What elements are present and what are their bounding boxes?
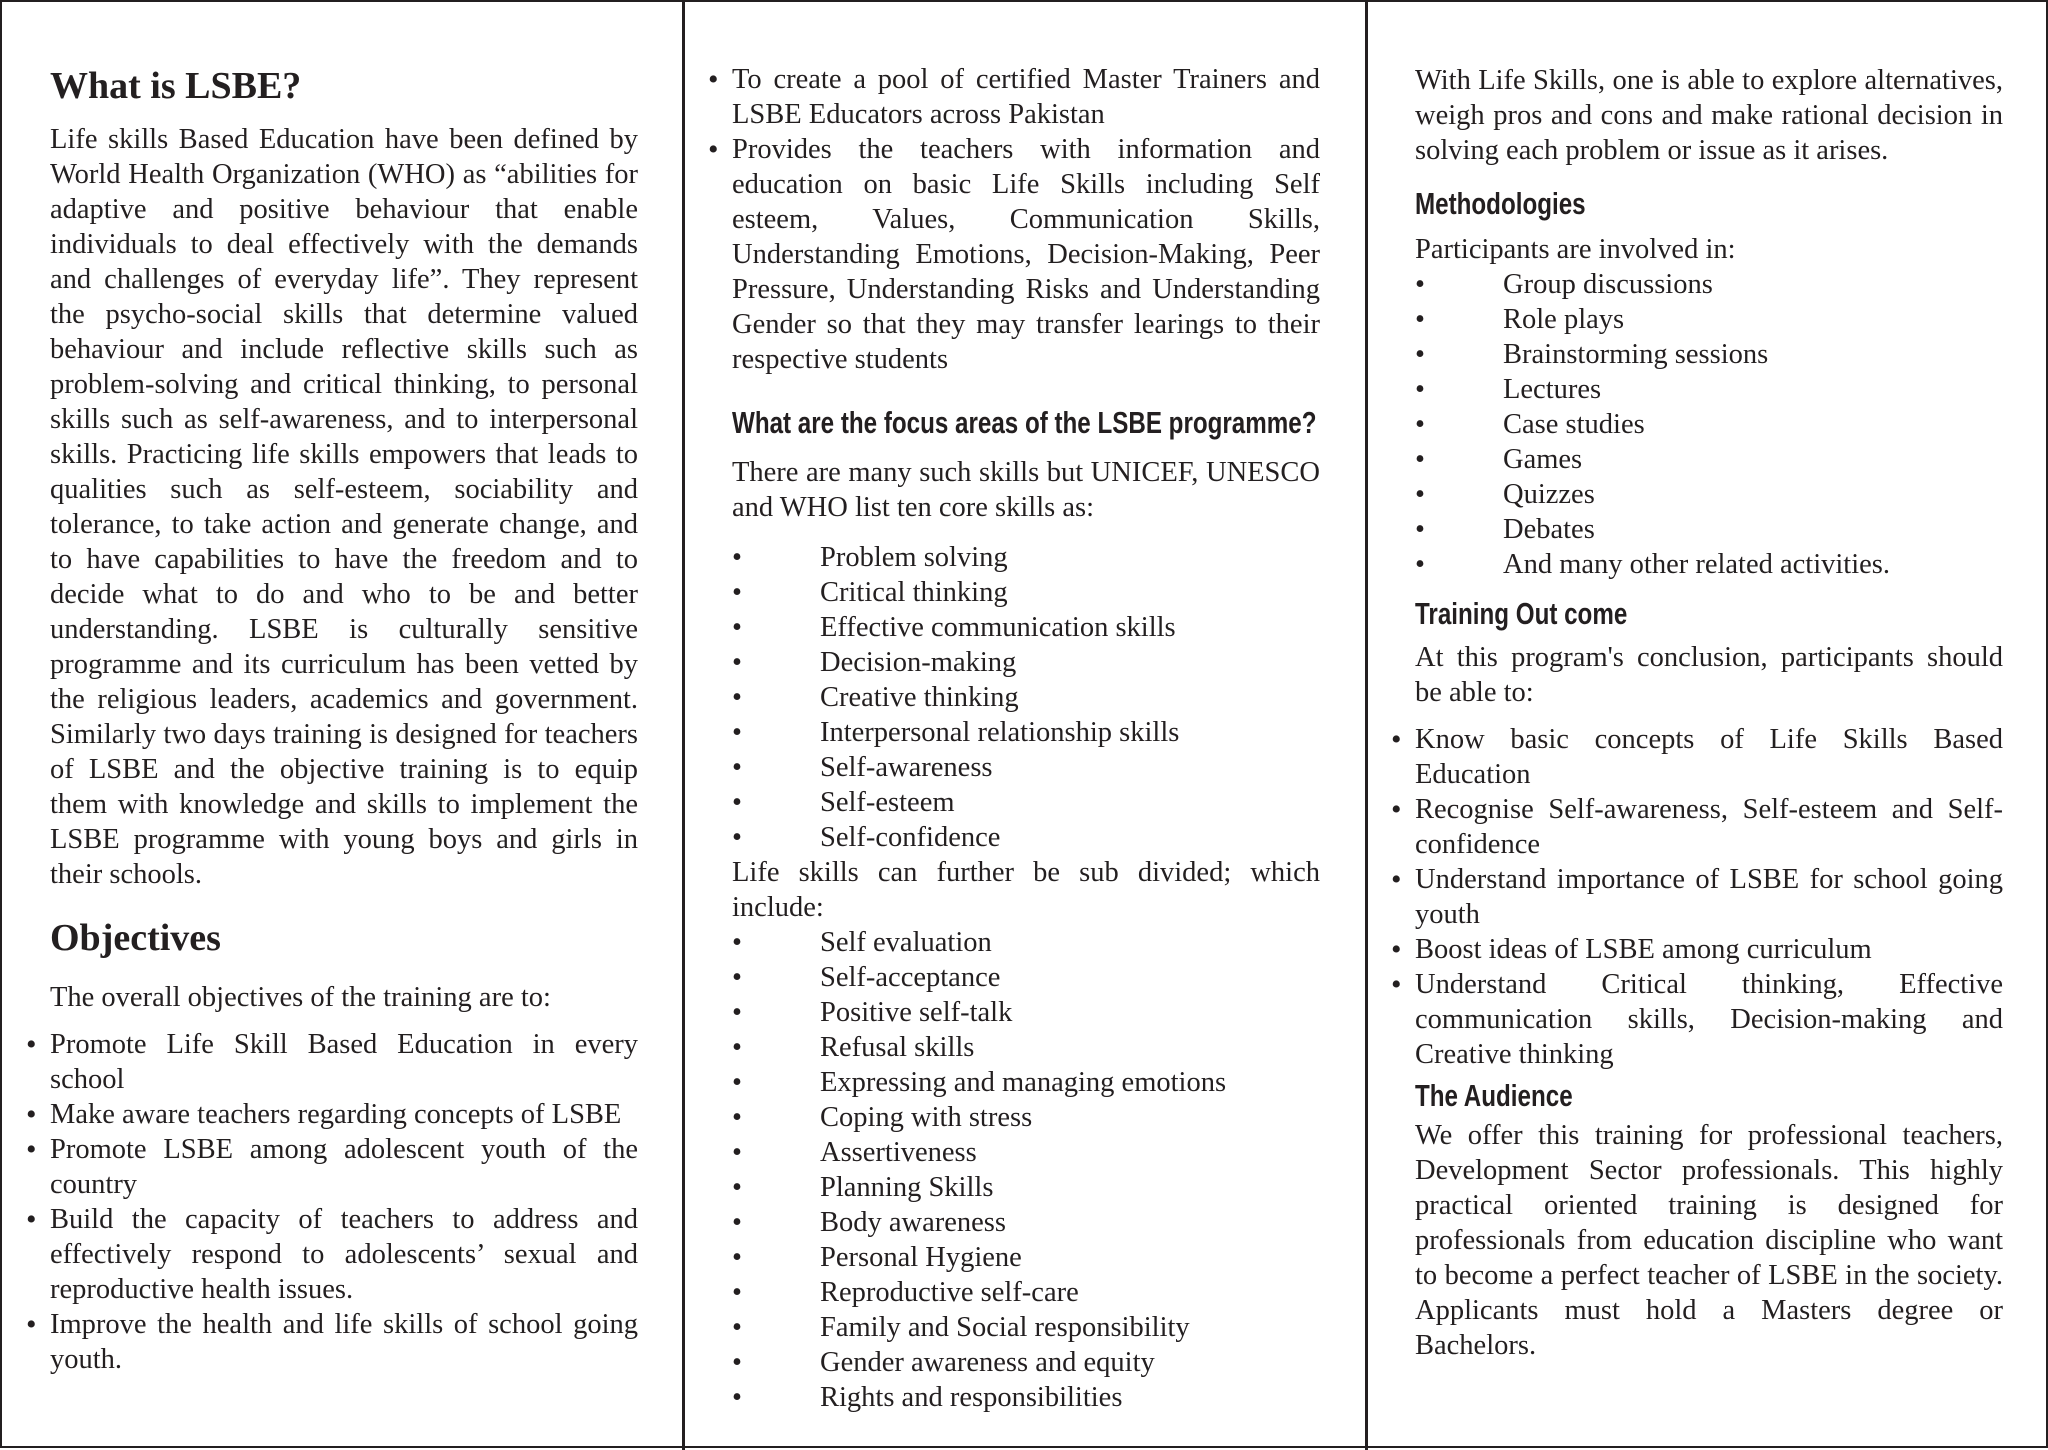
methodology-item [1415,512,2003,547]
life-skills-intro: With Life Skills, one is able to explore alternatives, weigh pros and cons and make rational decision in solving each problem or issue as it arises. [1415,65,2003,166]
core-skill-label: Self-awareness [820,752,993,783]
column-divider-right [1365,2,1368,1450]
training-outcome-list [1415,722,2003,1072]
sub-skill-label: Self evaluation [820,927,992,958]
bullet-icon: • [1415,374,1425,405]
sub-skill-label: Body awareness [820,1207,1006,1238]
methodology-item [1415,337,2003,372]
bullet-icon: • [1415,479,1425,510]
methodologies-list [1415,267,2003,582]
sub-skill-label: Planning Skills [820,1172,994,1203]
bullet-icon: • [732,647,742,678]
bullet-icon: • [732,1207,742,1238]
methodology-label: And many other related activities. [1503,549,1890,580]
audience-body: We offer this training for professional teachers, Development Sector professionals. This highly practical oriented training is designed for professionals from education discipline who want to become a perfect teacher of LSBE in the society. Applicants must hold a Masters degree or Bachelors. [1415,1120,2003,1361]
outcome-item: • Understand Critical thinking, Effective communication skills, Decision-making and Creative thinking [1415,967,2003,1072]
methodology-item [1415,547,2003,582]
focus-areas-intro: There are many such skills but UNICEF, UNESCO and WHO list ten core skills as: [732,457,1320,523]
bullet-icon: • [732,1277,742,1308]
sub-skill-item [732,1275,1320,1310]
training-outcome-intro: At this program's conclusion, participants should be able to: [1415,642,2003,708]
methodology-label: Debates [1503,514,1595,545]
objective-item: • Provides the teachers with information and education on basic Life Skills including Self esteem, Values, Communication Skills, Understanding Emotions, Decision-Making, Peer Pressure, Understanding Risks and Understanding Gender so that they may transfer learings to their respective students [732,132,1320,377]
core-skill-label: Creative thinking [820,682,1019,713]
methodology-item [1415,442,2003,477]
bullet-icon: • [1415,444,1425,475]
methodology-label: Quizzes [1503,479,1595,510]
methodology-label: Group discussions [1503,269,1713,300]
sub-skill-label: Reproductive self-care [820,1277,1079,1308]
sub-skill-label: Rights and responsibilities [820,1382,1123,1413]
outcome-item: • Boost ideas of LSBE among curriculum [1415,932,2003,967]
what-is-lsbe-heading: What is LSBE? [50,65,302,107]
bullet-icon: • [732,1067,742,1098]
bullet-icon: • [732,962,742,993]
bullet-icon: • [732,1382,742,1413]
sub-skill-label: Self-acceptance [820,962,1001,993]
bullet-icon: • [1415,269,1425,300]
training-outcome-heading: Training Out come [1415,596,1628,631]
outcome-item: • Recognise Self-awareness, Self-esteem and Self-confidence [1415,792,2003,862]
core-skill-label: Self-confidence [820,822,1001,853]
methodologies-intro: Participants are involved in: [1415,234,1736,265]
core-skill-label: Self-esteem [820,787,955,818]
sub-skill-item [732,1345,1320,1380]
bullet-icon: • [732,542,742,573]
objective-item: • Promote Life Skill Based Education in every school [50,1027,638,1097]
methodology-label: Lectures [1503,374,1602,405]
objective-item: • Make aware teachers regarding concepts of LSBE [50,1097,638,1132]
sub-skill-item [732,1065,1320,1100]
bullet-icon: • [1415,304,1425,335]
methodology-label: Brainstorming sessions [1503,339,1769,370]
objective-item: • To create a pool of certified Master Trainers and LSBE Educators across Pakistan [732,62,1320,132]
objective-item: • Build the capacity of teachers to address and effectively respond to adolescents’ sexual and reproductive health issues. [50,1202,638,1307]
bullet-icon: • [732,682,742,713]
methodology-item [1415,267,2003,302]
sub-skill-item [732,1380,1320,1415]
methodology-item [1415,477,2003,512]
bullet-icon: • [732,1032,742,1063]
bullet-icon: • [1415,514,1425,545]
methodology-item [1415,407,2003,442]
sub-skill-item [732,925,1320,960]
sub-skills-list [732,925,1320,1415]
bullet-icon: • [732,997,742,1028]
column-1 [50,2,638,1377]
bullet-icon: • [732,927,742,958]
sub-skill-item [732,1135,1320,1170]
sub-skill-label: Positive self-talk [820,997,1013,1028]
bullet-icon: • [732,717,742,748]
core-skill-item [732,575,1320,610]
sub-skill-label: Coping with stress [820,1102,1033,1133]
sub-skill-item [732,960,1320,995]
column-3 [1415,2,2003,1363]
methodology-label: Case studies [1503,409,1645,440]
bullet-icon: • [732,612,742,643]
objectives-list [50,1027,638,1377]
core-skill-label: Effective communication skills [820,612,1176,643]
outcome-item: • Understand importance of LSBE for school going youth [1415,862,2003,932]
bullet-icon: • [1415,549,1425,580]
sub-skill-label: Expressing and managing emotions [820,1067,1227,1098]
sub-skill-item [732,1310,1320,1345]
sub-skill-label: Family and Social responsibility [820,1312,1190,1343]
core-skill-item [732,610,1320,645]
objective-item: • Promote LSBE among adolescent youth of the country [50,1132,638,1202]
methodology-label: Games [1503,444,1583,475]
objectives-intro: The overall objectives of the training are to: [50,982,551,1013]
core-skill-item [732,785,1320,820]
objective-item: • Improve the health and life skills of school going youth. [50,1307,638,1377]
focus-areas-heading: What are the focus areas of the LSBE programme? [732,405,1317,440]
core-skill-item [732,645,1320,680]
bullet-icon: • [732,787,742,818]
core-skill-item [732,540,1320,575]
sub-skill-label: Assertiveness [820,1137,977,1168]
methodology-item [1415,372,2003,407]
bullet-icon: • [732,1347,742,1378]
sub-skill-item [732,1100,1320,1135]
bullet-icon: • [732,822,742,853]
bullet-icon: • [732,1312,742,1343]
core-skill-label: Interpersonal relationship skills [820,717,1180,748]
bullet-icon: • [732,1172,742,1203]
outcome-item: • Know basic concepts of Life Skills Based Education [1415,722,2003,792]
bullet-icon: • [732,1102,742,1133]
audience-heading: The Audience [1415,1078,1573,1113]
bullet-icon: • [732,1137,742,1168]
sub-skill-item [732,1205,1320,1240]
bullet-icon: • [732,752,742,783]
bullet-icon: • [1415,339,1425,370]
column-2 [732,2,1320,1415]
sub-skill-label: Personal Hygiene [820,1242,1022,1273]
sub-skill-item [732,1240,1320,1275]
what-is-lsbe-body: Life skills Based Education have been defined by World Health Organization (WHO) as “abilities for adaptive and positive behaviour that enable individuals to deal effectively with the demands and challenges of everyday life”. They represent the psycho-social skills that determine valued behaviour and include reflective skills such as problem-solving and critical thinking, to personal skills such as self-awareness, and to interpersonal skills. Practicing life skills empowers that leads to qualities such as self-esteem, sociability and tolerance, to take action and generate change, and to have capabilities to have the freedom and to decide what to do and who to be and better understanding. LSBE is culturally sensitive programme and its curriculum has been vetted by the religious leaders, academics and government. Similarly two days training is designed for teachers of LSBE and the objective training is to equip them with knowledge and skills to implement the LSBE programme with young boys and girls in their schools. [50,124,638,890]
objectives-continued-list [732,62,1320,377]
sub-skill-item [732,1030,1320,1065]
core-skill-label: Decision-making [820,647,1017,678]
bullet-icon: • [732,1242,742,1273]
bullet-icon: • [732,577,742,608]
core-skills-list [732,540,1320,855]
methodologies-heading: Methodologies [1415,186,1586,221]
bullet-icon: • [1415,409,1425,440]
column-divider-left [682,2,685,1450]
methodology-label: Role plays [1503,304,1625,335]
methodology-item [1415,302,2003,337]
objectives-heading: Objectives [50,917,221,959]
sub-skill-label: Gender awareness and equity [820,1347,1155,1378]
core-skill-item [732,715,1320,750]
sub-skill-item [732,995,1320,1030]
sub-skill-label: Refusal skills [820,1032,975,1063]
core-skill-item [732,680,1320,715]
core-skill-label: Critical thinking [820,577,1008,608]
sub-skills-intro: Life skills can further be sub divided; which include: [732,857,1320,923]
sub-skill-item [732,1170,1320,1205]
core-skill-item [732,750,1320,785]
core-skill-item [732,820,1320,855]
core-skill-label: Problem solving [820,542,1008,573]
